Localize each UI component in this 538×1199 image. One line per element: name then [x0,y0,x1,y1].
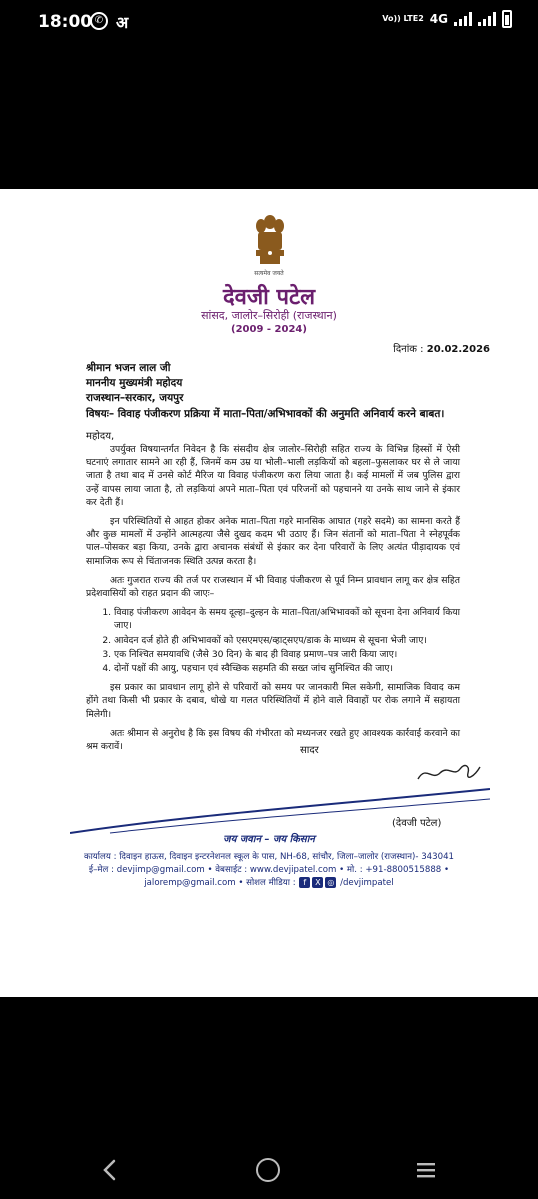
list-item: 1. विवाह पंजीकरण आवेदन के समय दूल्हा–दुल्हन के माता–पिता/अभिभावकों को सूचना देना अनिवार्य किया जाए। [114,606,460,632]
network-type: 4G [429,12,448,26]
address-line: राजस्थान–सरकार, जयपुर [86,392,184,404]
recipient-address [86,361,183,406]
footer-email-2: jaloremp@gmail.com [144,878,236,888]
paragraph: इन परिस्थितियों से आहत होकर अनेक माता–पिता गहरे मानसिक आघात (गहरे सदमे) का सामना करते हैं और कुछ मामलों में उन्होंने आत्महत्या जैसे दुखद कदम भी उठाए हैं। जिन संतानों को माता–पिता ने स्नेहपूर्वक पाल–पोसकर बड़ा किया, उनके द्वारा अचानक संबंधों से इंकार कर देना परिवारों के लिए अत्यंत पीड़ादायक एवं सामाजिक रूप से चिंताजनक स्थिति उत्पन्न करता है। [86,516,460,567]
battery-icon [502,10,512,28]
signal-strength-2-icon [478,12,496,26]
letterhead-term: (2009 - 2024) [231,324,307,335]
signature-icon [414,759,484,787]
instagram-icon: ◎ [325,877,336,888]
volte-indicator: Vo)) LTE2 [382,14,424,23]
paragraph: अतः गुजरात राज्य की तर्ज पर राजस्थान में भी विवाह पंजीकरण से पूर्व निम्न प्रावधान लागू कर क्षेत्र सहित प्रदेशवासियों को राहत प्रदान की जाएः– [86,574,460,600]
subject-label: विषयः– [86,408,115,420]
footer-contact: ई–मेल : devjimp@gmail.com • वेबसाईट : www.devjipatel.com • मो. : +91-8800515888 • [88,865,450,875]
list-item: 4. दोनों पक्षों की आयु, पहचान एवं स्वैच्छिक सहमति की सख्त जांच सुनिश्चित की जाए। [114,662,460,675]
letter-image[interactable] [0,189,538,997]
x-icon: X [312,877,323,888]
status-bar [0,0,538,48]
letter-body [86,443,460,759]
home-icon[interactable] [256,1158,280,1182]
letterhead-name: देवजी पटेल [222,285,316,310]
back-icon[interactable] [98,1158,122,1182]
facebook-icon: f [299,877,310,888]
list-item: 2. आवेदन दर्ज होते ही अभिभावकों को एसएमएस/व्हाट्सएप/डाक के माध्यम से सूचना भेजी जाए। [114,634,460,647]
letterhead-constituency: सांसद, जालोर–सिरोही (राजस्थान) [201,309,337,322]
address-line: श्रीमान भजन लाल जी [86,362,171,374]
date-label: दिनांक : [393,344,424,355]
footer-social-label: • सोशल मीडिया : [238,878,296,888]
social-handle: /devjimpatel [340,878,394,888]
signal-strength-icon [454,12,472,26]
emblem-motto: सत्यमेव जयते [254,270,284,277]
subject-text: विवाह पंजीकरण प्रक्रिया में माता–पिता/अभिभावकों की अनुमति अनिवार्य करने बाबत। [117,408,445,420]
status-indicators [382,10,512,28]
paragraph: उपर्युक्त विषयान्तर्गत निवेदन है कि संसदीय क्षेत्र जालोर–सिरोही सहित राज्य के विभिन्न हिस्सों में ऐसी घटनाएं लगातार सामने आ रही हैं, जिनमें कम उम्र या भोली–भाली लड़कियों को बहला–फुसलाकर घर से ले जाया जाता है तथा बाद में उनसे कोर्ट मैरिज या विवाह पंजीकरण करा लिया जाता है। कई मामलों में जब पुलिस द्वारा उन्हें वापस लाया जाता है, तो लड़कियां अपने माता–पिता एवं परिजनों को पहचानने या उनके साथ जाने से इंकार कर देती हैं। [86,444,460,508]
date-value: 20.02.2026 [426,344,490,355]
letter-date [393,341,490,355]
salutation: महोदय, [86,431,115,442]
letter-subject [86,407,444,421]
recent-apps-icon[interactable] [416,1160,436,1180]
list-item: 3. एक निश्चित समयावधि (जैसे 30 दिन) के बाद ही विवाह प्रमाण–पत्र जारी किया जाए। [114,648,460,661]
footer-contact-social [0,876,538,888]
footer-slogan: जय जवान – जय किसान [223,834,315,845]
whatsapp-icon: ✆ [90,12,108,30]
address-line: माननीय मुख्यमंत्री महोदय [86,377,183,389]
app-notification-icon: अ [116,13,129,32]
paragraph: अतः श्रीमान से अनुरोध है कि इस विषय की गंभीरता को मध्यनजर रखते हुए आवश्यक कार्रवाई करवाने का श्रम करावें। [86,727,460,753]
closing: सादर [300,745,319,756]
paragraph: इस प्रकार का प्रावधान लागू होने से परिवारों को समय पर जानकारी मिल सकेगी, सामाजिक विवाद कम होंगे तथा किसी भी प्रकार के दबाव, धोखे या गलत परिस्थितियों में होने वाले विवाहों पर रोक लगाने में सहायता मिलेगी। [86,682,460,720]
signatory-name: (देवजी पटेल) [392,818,442,829]
national-emblem-icon [252,212,288,270]
footer-office-address: कार्यालय : दिवाइन हाऊस, दिवाइन इन्टरनेशनल स्कूल के पास, NH-68, सांचौर, जिला–जालोर (राजस्थान)- 343041 [83,852,455,862]
status-time: 18:00 [38,12,93,32]
provision-list [86,606,460,675]
